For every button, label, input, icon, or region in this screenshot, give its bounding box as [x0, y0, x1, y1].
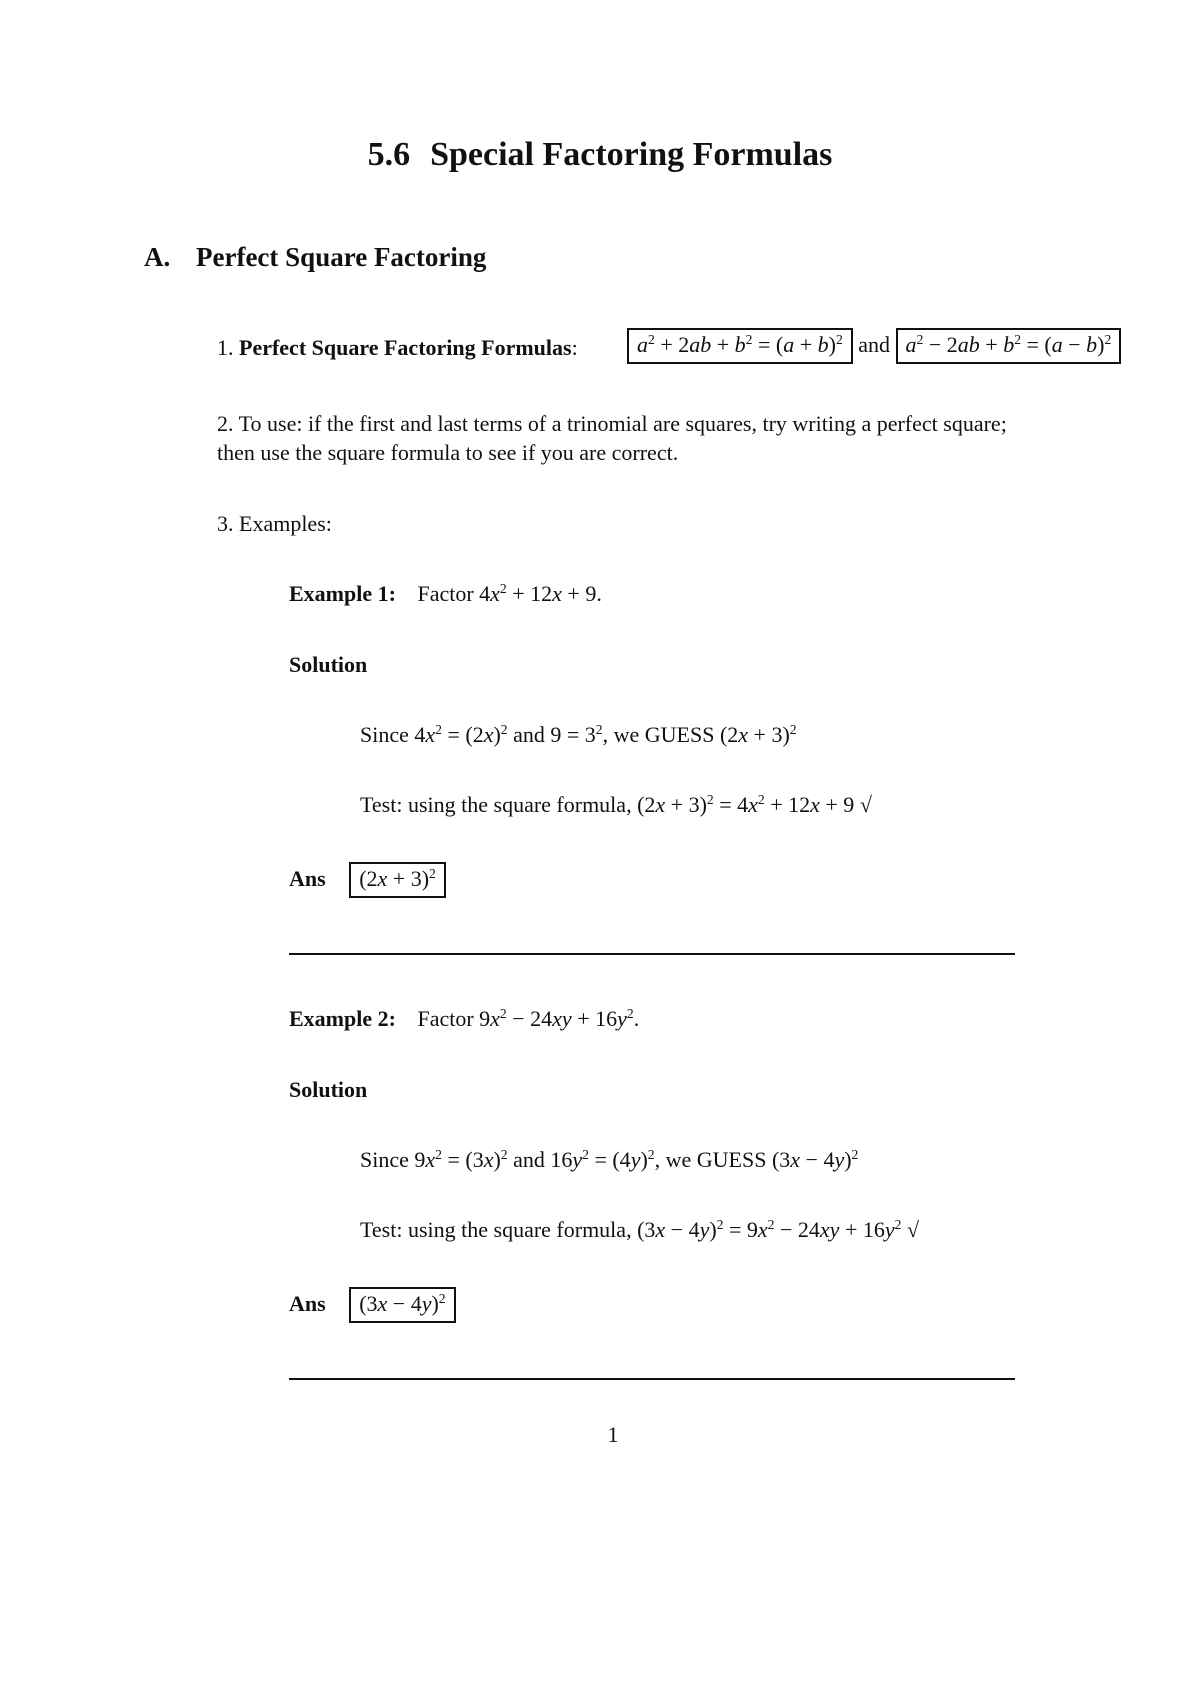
example-1-test-text: Test: using the square formula,: [360, 792, 632, 817]
example-2-guess-text: , we GUESS: [654, 1147, 767, 1172]
example-2-test-expr: $(3x - 4y)^2 = 9x^2 - 24xy + 16y^2$: [637, 1216, 902, 1242]
section-title: Perfect Square Factoring: [196, 242, 487, 272]
example-1-solution-label: Solution: [289, 652, 368, 677]
example-2-label: Example 2:: [289, 1006, 396, 1031]
separator-2: [289, 1378, 1015, 1380]
page-number: 1: [607, 1422, 619, 1447]
check-mark-icon: √: [859, 792, 872, 817]
example-1-test-line: [360, 792, 872, 818]
section-letter: A.: [144, 242, 171, 272]
example-2-since-word: Since: [360, 1147, 409, 1172]
example-1-since-word: Since: [360, 722, 409, 747]
example-2-test-text: Test: using the square formula,: [360, 1217, 632, 1242]
example-2-answer: [289, 1287, 456, 1323]
formula-boxes: [627, 328, 1121, 364]
example-2-answer-box: $(3x - 4y)^2$: [349, 1287, 455, 1323]
item3-label: 3. Examples:: [217, 511, 332, 536]
example-2-since-eq1: $9x^2 = (3x)^2$: [414, 1146, 508, 1172]
example-1-guess-expr: $(2x + 3)^2$: [719, 721, 797, 747]
example-1-answer-box: $(2x + 3)^2$: [349, 862, 446, 898]
example-2-factor-word: Factor: [417, 1006, 474, 1031]
example-2-and-word: and: [513, 1147, 545, 1172]
item1-colon: :: [571, 335, 578, 360]
formula-and: and: [858, 332, 891, 357]
item2-line1: 2. To use: if the first and last terms of a trinomial are squares, try writing a perfect square;: [217, 411, 1007, 436]
example-1-since-eq1: $4x^2 = (2x)^2$: [414, 721, 508, 747]
example-1-since-line: [360, 722, 797, 748]
separator-1: [289, 953, 1015, 955]
item2-line2: then use the square formula to see if you are correct.: [217, 440, 679, 465]
example-1-ans-label: Ans: [289, 866, 326, 891]
example-2-solution-label: Solution: [289, 1077, 368, 1102]
example-1-since-eq2: $9 = 3^2$: [550, 721, 603, 747]
item1-number: 1.: [217, 335, 234, 360]
formula-sum-box: $a^2 + 2ab + b^2 = (a + b)^2$: [627, 328, 853, 364]
formulas-line: [217, 335, 578, 361]
example-2-since-line: [360, 1147, 858, 1173]
item1-label: Perfect Square Factoring Formulas: [239, 335, 572, 360]
example-2-test-line: [360, 1217, 919, 1243]
formula-difference-box: $a^2 - 2ab + b^2 = (a - b)^2$: [896, 328, 1122, 364]
example-2-since-eq2: $16y^2 = (4y)^2$: [550, 1146, 655, 1172]
check-mark-icon: √: [906, 1217, 920, 1242]
title-text: Special Factoring Formulas: [430, 136, 833, 173]
example-1-and-word: and: [513, 722, 545, 747]
section-heading: [144, 242, 486, 273]
example-1-problem: $4x^2 + 12x + 9$.: [479, 580, 602, 606]
example-1-guess-text: , we GUESS: [602, 722, 715, 747]
example-2-problem: $9x^2 - 24xy + 16y^2$.: [479, 1005, 640, 1031]
example-1-test-expr: $(2x + 3)^2 = 4x^2 + 12x + 9$: [637, 791, 855, 817]
example-2-heading: [289, 1006, 639, 1032]
title-number: 5.6: [367, 136, 411, 173]
page-title: [0, 136, 1200, 174]
example-2-ans-label: Ans: [289, 1291, 326, 1316]
example-1-answer: [289, 862, 446, 898]
example-2-guess-expr: $(3x - 4y)^2$: [771, 1146, 859, 1172]
example-1-factor-word: Factor: [417, 581, 474, 606]
example-1-label: Example 1:: [289, 581, 396, 606]
example-1-heading: [289, 581, 602, 607]
